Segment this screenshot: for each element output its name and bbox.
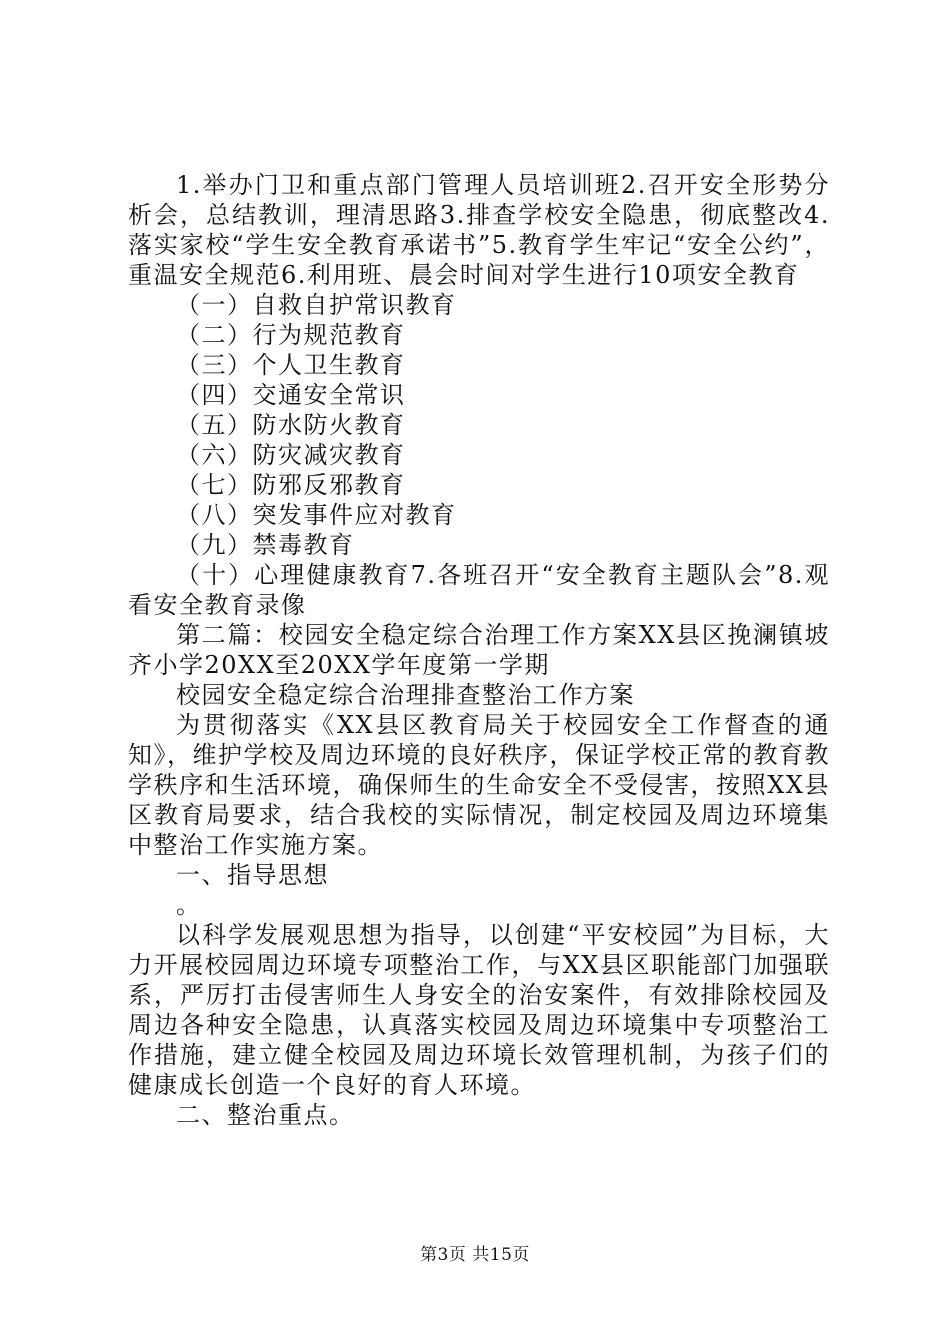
heading-guiding-ideology: 一、指导思想 bbox=[176, 861, 329, 889]
list-item-10: （十）心理健康教育7.各班召开“安全教育主题队会”8.观看安全教育录像 bbox=[128, 561, 830, 619]
list-item-8: （八）突发事件应对教育 bbox=[176, 501, 457, 529]
list-item-7: （七）防邪反邪教育 bbox=[176, 471, 406, 499]
paragraph-period: 。 bbox=[176, 891, 202, 919]
paragraph-guiding-ideology: 以科学发展观思想为指导，以创建“平安校园”为目标，大力开展校园周边环境专项整治工作，与XX县区职能部门加强联系，严厉打击侵害师生人身安全的治安案件，有效排除校园及周边各种安全隐患，认真落实校园及周边环境集中专项整治工作措施，建立健全校园及周边环境长效管理机制，为孩子们的健康成长创造一个良好的育人环境。 bbox=[128, 921, 830, 1099]
document-body bbox=[128, 170, 830, 1130]
list-item-4: （四）交通安全常识 bbox=[176, 381, 406, 409]
list-item-5: （五）防水防火教育 bbox=[176, 411, 406, 439]
plan-title: 校园安全稳定综合治理排查整治工作方案 bbox=[176, 681, 635, 709]
list-item-2: （二）行为规范教育 bbox=[176, 321, 406, 349]
list-item-6: （六）防灾减灾教育 bbox=[176, 441, 406, 469]
list-item-9: （九）禁毒教育 bbox=[176, 531, 355, 559]
heading-key-points: 二、整治重点。 bbox=[176, 1101, 355, 1129]
paragraph-introduction: 为贯彻落实《XX县区教育局关于校园安全工作督查的通知》，维护学校及周边环境的良好秩序，保证学校正常的教育教学秩序和生活环境，确保师生的生命安全不受侵害，按照XX县区教育局要求，结合我校的实际情况，制定校园及周边环境集中整治工作实施方案。 bbox=[128, 711, 830, 859]
list-item-3: （三）个人卫生教育 bbox=[176, 351, 406, 379]
list-item-1: （一）自救自护常识教育 bbox=[176, 291, 457, 319]
section-heading-part-two: 第二篇：校园安全稳定综合治理工作方案XX县区挽澜镇坡齐小学20XX至20XX学年度第一学期 bbox=[128, 621, 830, 679]
page-footer: 第3页 共15页 bbox=[420, 1245, 530, 1265]
paragraph-measures-list: 1.举办门卫和重点部门管理人员培训班2.召开安全形势分析会，总结教训，理清思路3.排查学校安全隐患，彻底整改4.落实家校“学生安全教育承诺书”5.教育学生牢记“安全公约”，重温安全规范6.利用班、晨会时间对学生进行10项安全教育 bbox=[128, 171, 830, 289]
